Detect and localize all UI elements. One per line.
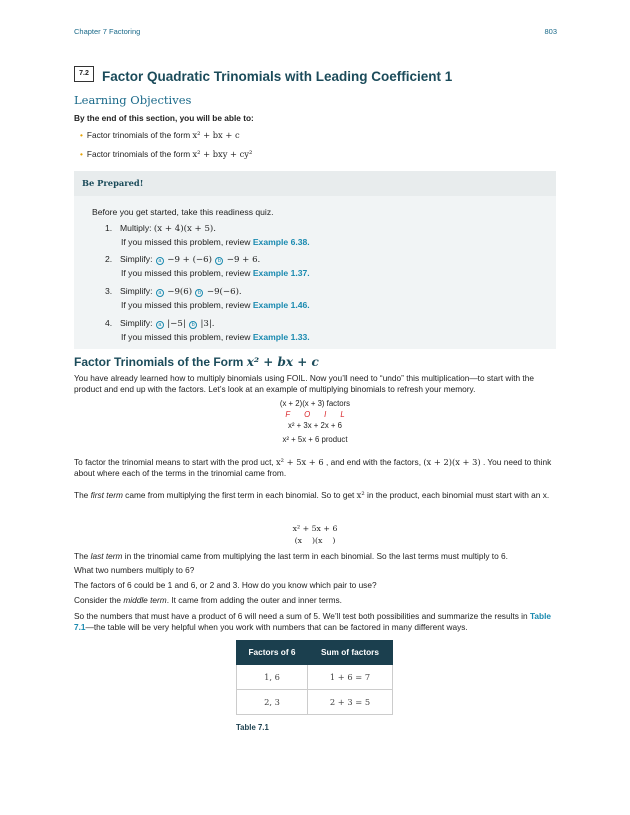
paragraph-summary: So the numbers that must have a product of 6 will need a sum of 5. We’ll test both possibilities and summarize the results in Table 7.1—the table will be very helpful when you work with numbers that can be factored in many different ways. [74, 611, 552, 633]
learning-objectives-intro: By the end of this section, you will be able to: [74, 113, 254, 123]
paragraph-intro: You have already learned how to multiply binomials using FOIL. Now you’ll need to “undo” this multiplication—to start with the product and end up with the factors. Let’s look at an example of multiplying binomials to refresh your memory. [74, 373, 534, 395]
table-link[interactable]: Table 7.1 [74, 611, 552, 633]
quiz-question-1: 1. Multiply: (x + 4)(x + 5). [105, 223, 217, 234]
circled-a-icon: a [156, 289, 164, 297]
bullet-icon: • [80, 130, 83, 140]
quiz-review-4: If you missed this problem, review Example 1.33. [121, 332, 310, 342]
quiz-question-2: 2. Simplify: a −9 + (−6) b −9 + 6. [105, 254, 261, 265]
running-header-chapter: Chapter 7 Factoring [74, 27, 141, 36]
objective-item: • Factor trinomials of the form x² + bxy + cy² [80, 149, 253, 159]
foil-factors-line: (x + 2)(x + 3) factors [279, 399, 351, 408]
factors-table [236, 640, 393, 715]
quiz-review-1: If you missed this problem, review Example 6.38. [121, 237, 310, 247]
quiz-review-2: If you missed this problem, review Example 1.37. [121, 268, 310, 278]
be-prepared-header [74, 171, 556, 196]
foil-product-line: x² + 5x + 6 product [282, 435, 348, 444]
section-number-badge: 7.2 [74, 66, 94, 82]
section-title: Factor Quadratic Trinomials with Leading Coefficient 1 [102, 69, 453, 84]
paragraph-first-term: The first term came from multiplying the first term in each binomial. So to get x² in the product, each binomial must start with an x. [74, 490, 550, 500]
foil-letters: F O I L [285, 410, 345, 419]
subsection-heading: Factor Trinomials of the Form x² + bx + c [74, 355, 319, 369]
foil-expanded-line: x² + 3x + 2x + 6 [288, 421, 342, 430]
quiz-review-3: If you missed this problem, review Example 1.46. [121, 300, 310, 310]
paragraph-question: What two numbers multiply to 6? [74, 565, 195, 575]
bullet-icon: • [80, 149, 83, 159]
example-link[interactable]: Example 1.37. [252, 268, 310, 278]
quiz-question-4: 4. Simplify: a |−5| b |3|. [105, 318, 215, 329]
be-prepared-title: Be Prepared! [82, 178, 144, 188]
quiz-question-3: 3. Simplify: a −9(6) b −9(−6). [105, 286, 242, 297]
paragraph-last-term: The last term in the trinomial came from multiplying the last term in each binomial. So the last terms must multiply to 6. [74, 551, 508, 561]
example-link[interactable]: Example 1.33. [252, 332, 310, 342]
table-caption: Table 7.1 [236, 723, 269, 732]
circled-b-icon: b [215, 257, 223, 265]
circled-a-icon: a [156, 321, 164, 329]
table-row: 2, 3 2 + 3 = 5 [237, 690, 393, 715]
example-link[interactable]: Example 1.46. [252, 300, 310, 310]
example-link[interactable]: Example 6.38. [252, 237, 310, 247]
circled-a-icon: a [156, 257, 164, 265]
circled-b-icon: b [189, 321, 197, 329]
objective-item: • Factor trinomials of the form x² + bx + c [80, 130, 240, 140]
paragraph-factor-pairs: The factors of 6 could be 1 and 6, or 2 and 3. How do you know which pair to use? [74, 580, 377, 590]
be-prepared-intro: Before you get started, take this readiness quiz. [92, 207, 274, 217]
display-trinomial: x² + 5x + 6 [292, 524, 338, 533]
table-header: Factors of 6 [237, 641, 308, 665]
table-header: Sum of factors [307, 641, 392, 665]
table-row: 1, 6 1 + 6 = 7 [237, 665, 393, 690]
paragraph-middle-term: Consider the middle term. It came from adding the outer and inner terms. [74, 595, 342, 605]
learning-objectives-heading: Learning Objectives [74, 93, 192, 107]
circled-b-icon: b [195, 289, 203, 297]
page-number: 803 [544, 27, 557, 36]
display-binomial-template: (x )(x ) [294, 536, 336, 545]
paragraph-factor-meaning: To factor the trinomial means to start with the prod uct, x² + 5x + 6 , and end with the factors, (x + 2)(x + 3) . You need to think about where each of the terms in the trinomial came from. [74, 457, 552, 479]
